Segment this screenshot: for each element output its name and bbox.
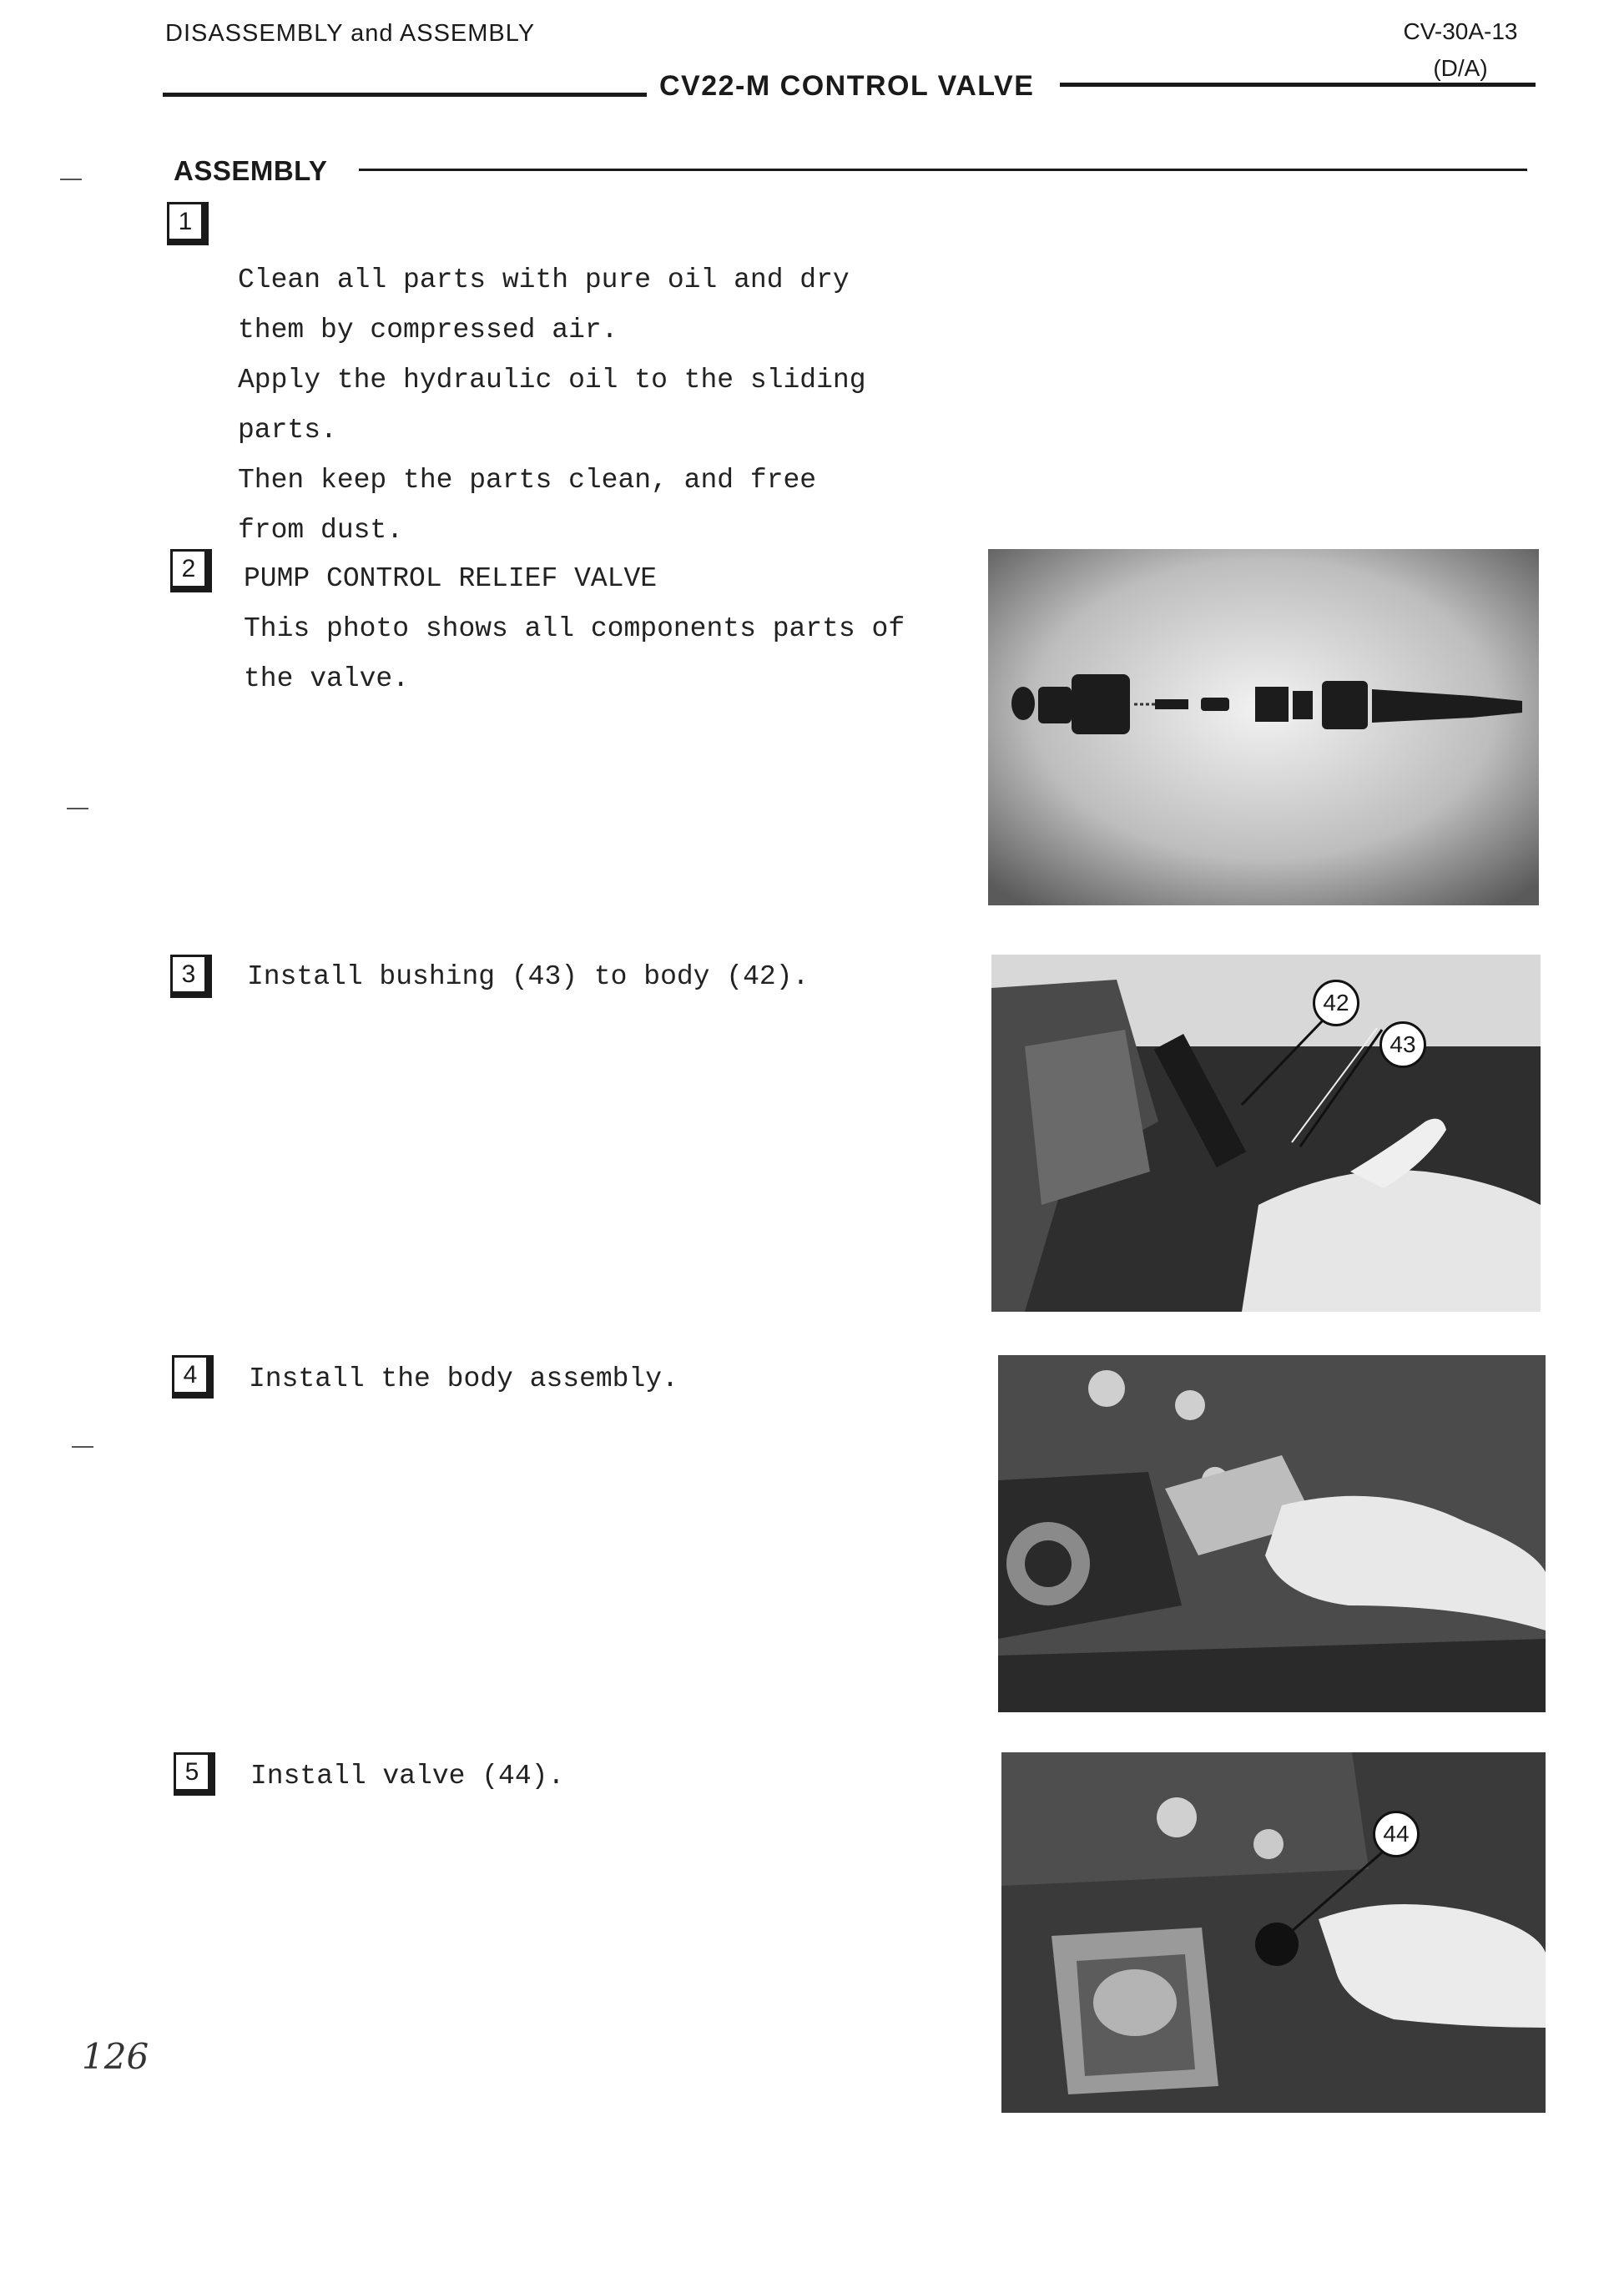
step-line: Apply the hydraulic oil to the sliding xyxy=(238,365,866,396)
document-title: CV22-M CONTROL VALVE xyxy=(659,70,1035,102)
callout-42: 42 xyxy=(1313,980,1359,1026)
section-heading: ASSEMBLY xyxy=(174,155,328,186)
body-assembly-image xyxy=(998,1355,1546,1712)
step-line: PUMP CONTROL RELIEF VALVE xyxy=(244,563,658,594)
install-bushing-image xyxy=(991,955,1541,1312)
margin-mark xyxy=(60,179,82,180)
callout-43: 43 xyxy=(1379,1021,1426,1068)
step-line: Then keep the parts clean, and free xyxy=(238,465,817,496)
handwritten-page-number: 126 xyxy=(82,2036,149,2077)
step-2-text xyxy=(244,554,905,704)
header-page-code xyxy=(1381,13,1540,87)
photo-install-bushing xyxy=(991,955,1541,1312)
step-4-text xyxy=(249,1358,678,1400)
valve-components-image xyxy=(988,549,1539,905)
photo-install-valve xyxy=(1001,1752,1546,2113)
install-valve-image xyxy=(1001,1752,1546,2113)
margin-mark xyxy=(72,1446,93,1448)
step-1-text xyxy=(238,255,866,556)
step-5-text xyxy=(250,1756,564,1797)
page-sub: (D/A) xyxy=(1433,55,1488,81)
page-code: CV-30A-13 xyxy=(1403,18,1518,44)
section-rule xyxy=(359,169,1527,171)
step-number-box: 2 xyxy=(170,549,212,592)
title-rule-right xyxy=(1060,83,1536,87)
step-line: Install bushing (43) to body (42). xyxy=(247,961,809,992)
photo-valve-components xyxy=(988,549,1539,905)
step-line: parts. xyxy=(238,415,337,446)
callout-44: 44 xyxy=(1373,1811,1420,1857)
title-rule-left xyxy=(163,93,647,97)
photo-install-body-assembly xyxy=(998,1355,1546,1712)
step-number-box: 3 xyxy=(170,955,212,998)
margin-mark xyxy=(67,808,88,809)
step-line: Install the body assembly. xyxy=(249,1363,678,1394)
step-line: This photo shows all components parts of xyxy=(244,613,905,644)
step-number-box: 5 xyxy=(174,1752,215,1796)
step-line: Install valve (44). xyxy=(250,1761,565,1792)
step-line: them by compressed air. xyxy=(238,315,618,345)
step-3-text xyxy=(247,956,809,998)
step-line: the valve. xyxy=(244,663,410,694)
header-section-title: DISASSEMBLY and ASSEMBLY xyxy=(165,20,536,47)
step-number-box: 4 xyxy=(172,1355,214,1399)
step-line: Clean all parts with pure oil and dry xyxy=(238,265,850,295)
step-number-box: 1 xyxy=(167,202,209,245)
step-line: from dust. xyxy=(238,515,404,546)
